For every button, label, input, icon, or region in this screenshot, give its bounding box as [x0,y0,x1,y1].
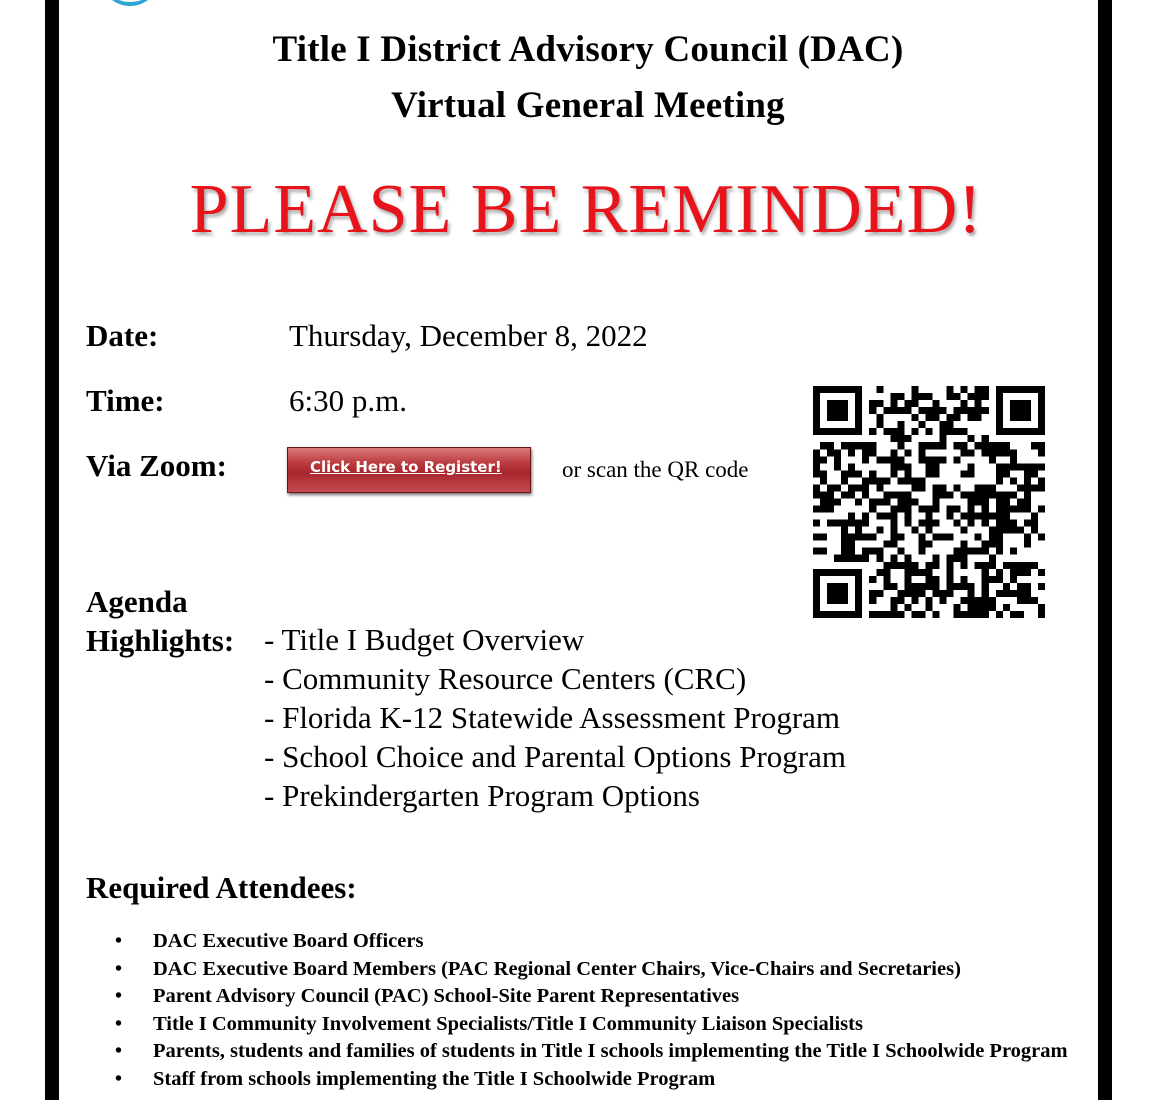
title-line-2: Virtual General Meeting [391,85,785,126]
date-label: Date: [86,318,159,353]
attendee-item: • DAC Executive Board Officers [115,928,1085,956]
attendee-item: • Parents, students and families of students in Title I schools implementing the Title I Schoolwide Program [115,1038,1085,1066]
agenda-label [86,582,234,660]
agenda-label-line2: Highlights: [86,623,235,658]
attendee-item: • Staff from schools implementing the Title I Schoolwide Program [115,1066,1085,1094]
attendee-item: • Title I Community Involvement Specialists/Title I Community Liaison Specialists [115,1011,1085,1039]
time-label: Time: [86,383,165,418]
qr-note: or scan the QR code [562,457,749,482]
attendees-list [115,928,1085,1093]
agenda-label-line1: Agenda [86,584,188,619]
reminder-heading: PLEASE BE REMINDED! [189,171,983,248]
attendee-item: • DAC Executive Board Members (PAC Regional Center Chairs, Vice-Chairs and Secretaries) [115,956,1085,984]
qr-code-icon[interactable] [812,386,1046,618]
agenda-item: - Community Resource Centers (CRC) [264,661,747,696]
attendee-item: • Parent Advisory Council (PAC) School-Site Parent Representatives [115,983,1085,1011]
agenda-item: - Florida K-12 Statewide Assessment Program [264,700,841,735]
agenda-item: - School Choice and Parental Options Program [264,739,847,774]
agenda-item: - Title I Budget Overview [264,622,585,657]
title-line-1: Title I District Advisory Council (DAC) [272,29,904,70]
zoom-label: Via Zoom: [86,448,227,483]
page-border-left [45,0,59,1100]
register-button-label[interactable]: Click Here to Register! [310,458,502,476]
logo-arc-icon [100,0,160,6]
register-button[interactable] [287,447,531,493]
agenda-list [264,620,846,815]
attendees-heading: Required Attendees: [86,870,357,905]
page-border-right [1098,0,1112,1100]
time-value: 6:30 p.m. [289,383,407,418]
date-value: Thursday, December 8, 2022 [289,318,648,353]
agenda-item: - Prekindergarten Program Options [264,778,700,813]
